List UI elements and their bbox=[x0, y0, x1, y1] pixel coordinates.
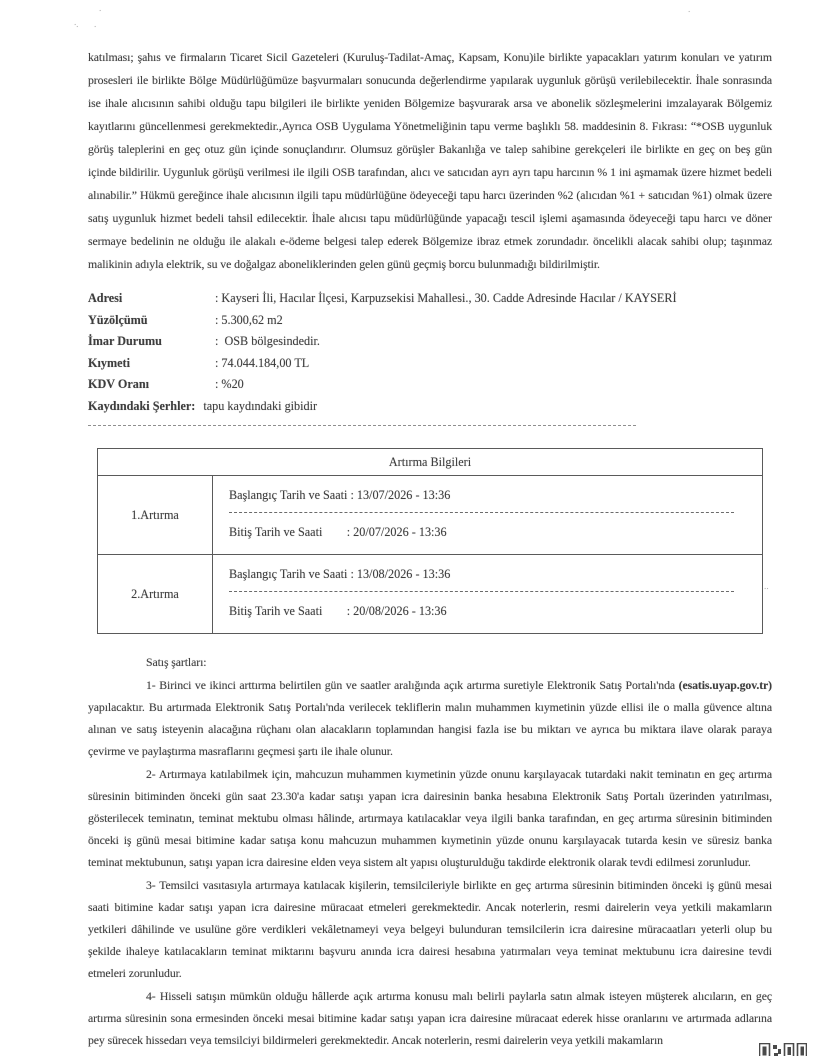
scan-speck: · bbox=[99, 7, 102, 15]
terms-heading: Satış şartları: bbox=[146, 655, 207, 669]
sale-terms-section bbox=[88, 651, 772, 1051]
auction-info-table bbox=[97, 448, 763, 634]
field-row-serhler bbox=[88, 396, 772, 418]
field-row-imar-durumu bbox=[88, 331, 772, 353]
cell-dashed-line bbox=[229, 591, 734, 592]
document-content bbox=[88, 46, 772, 1051]
cell-dashed-line bbox=[229, 512, 734, 513]
field-value: tapu kaydındaki gibidir bbox=[203, 398, 318, 413]
field-value: : %20 bbox=[215, 377, 244, 391]
field-value: : Kayseri İli, Hacılar İlçesi, Karpuzsekisi Mahallesi., 30. Cadde Adresinde Hacılar / KAYSERİ bbox=[215, 291, 677, 305]
property-fields bbox=[88, 288, 772, 417]
scan-speck: · bbox=[94, 23, 97, 31]
field-row-adresi bbox=[88, 288, 772, 310]
term-item-4: 4- Hisseli satışın mümkün olduğu hâllerde açık artırma konusu malı belirli paylarla satın almak isteyen müşterek alıcıların, en geç artırma süresinin sona ermesinden önceki mesai bitimine kadar satışı yapan icra dairesine müracaat ederek hisse oranlarını ve artırmada adlarına pey sürecek hissedarı veya temsilciyi bildirmeleri gerekmektedir. Ancak noterlerin, resmi dairelerin veya yetkili makamların bbox=[88, 989, 772, 1047]
auction-row-1 bbox=[98, 476, 762, 555]
auction-row-2 bbox=[98, 555, 762, 633]
term-item-3: 3- Temsilci vasıtasıyla artırmaya katılacak kişilerin, temsilcileriyle birlikte en geç artırma süresinin bitiminden önceki iş günü mesai saati bitimine kadar satışı yapan icra dairesine müracaat etmeleri gerekmektedir. Ancak noterlerin, resmi dairelerin veya yetkili makamların yetkileri dâhilinde ve usulüne göre verdikleri vekâletnameyi veya belgeyi bulunduran temsilcilerin icra dairesine müracaatları yeterli olup bu şekilde ihaleye katılacakların teminat miktarını başvuru anında icra dairesi hesabına yatırmaları veya teminat mektubunu icra dairesine tevdi etmeleri zorunludur. bbox=[88, 878, 772, 980]
auction-end-datetime: Bitiş Tarih ve Saati : 20/07/2026 - 13:36 bbox=[229, 525, 447, 539]
field-row-kdv-orani bbox=[88, 374, 772, 396]
intro-paragraph: katılması; şahıs ve firmaların Ticaret Sicil Gazeteleri (Kuruluş-Tadilat-Amaç, Kapsam, Konu)ile birlikte yapacakları yatırım konuları ve yatırım prosesleri ile birlikte Bölge Müdürlüğümüze başvurmaları sonucunda değerlendirme yapılarak uygunluk görüşü verilebilecektir. İhale sonrasında ise ihale alıcısının sahibi olduğu tapu bilgileri ile birlikte yeniden Bölgemize başvurarak arsa ve abonelik sözleşmelerini imzalayarak Bölgemiz kayıtlarını güncellenmesi gerekmektedir.,Ayrıca OSB Uygulama Yönetmeliğinin tapu verme başlıklı 58. maddesinin 8. Fıkrası: “*OSB uygunluk görüş taleplerini en geç otuz gün içinde sonuçlandırır. Olumsuz görüşler Bakanlığa ve talep sahibine gerekçeleri ile birlikte en geç on beş gün içinde bildirilir. Uygunluk görüşü verilmesi ile ilgili OSB tarafından, alıcı ve satıcıdan ayrı ayrı tapu harcının % 1 ini aşmamak üzere hizmet bedeli alınabilir.” Hükmü gereğince ihale alıcısının ilgili tapu müdürlüğüne ödeyeceği tapu harcı üzerinden %2 (alıcıdan %1 + satıcıdan %1) olmak üzere satış uygunluk hizmet bedeli tahsil edilecektir. İhale alıcısı tapu müdürlüğünde yapacağı tescil işlemi aşamasında ödeyeceği tapu harcı ve döner sermaye bedelinin ne olduğu ile alakalı e-ödeme belgesi talep ederek Bölgemize ibraz etmek zorundadır. öncelikli alacak sahibi olup; taşınmaz malikinin adıyla elektrik, su ve doğalgaz aboneliklerinden gelen günü geçmiş borcu bulunmadığı bildirilmiştir. bbox=[88, 50, 772, 271]
auction-dates-cell bbox=[213, 555, 762, 633]
field-value: : OSB bölgesindedir. bbox=[215, 334, 320, 348]
dashed-separator bbox=[88, 425, 636, 426]
term-1-text: yapılacaktır. Bu artırmada Elektronik Satış Portalı'nda verilecek tekliflerin malın muhammen kıymetinin yüzde ellisi ile o malla güvence altına alınan ve satış isteyenin alacağına rüçhanı olan alacakların toplamından hangisi fazla ise bu miktarı ve ayrıca bu miktara ilave olarak paraya çevirme ve paylaştırma masraflarını geçmesi şartı ile ihale olunur. bbox=[88, 700, 772, 758]
esatis-portal-text: (esatis.uyap.gov.tr) bbox=[678, 678, 772, 692]
field-row-yuzolcumu bbox=[88, 310, 772, 332]
term-item-1 bbox=[88, 674, 772, 762]
auction-round-label: 1.Artırma bbox=[98, 476, 213, 554]
auction-round-label: 2.Artırma bbox=[98, 555, 213, 633]
field-row-kiymeti bbox=[88, 353, 772, 375]
field-label: Kıymeti bbox=[88, 355, 130, 370]
field-label: Adresi bbox=[88, 291, 123, 305]
scan-speck: ·. bbox=[74, 21, 79, 29]
term-item-2: 2- Artırmaya katılabilmek için, mahcuzun muhammen kıymetinin yüzde onunu karşılayacak tutardaki nakit teminatın en geç artırma süresinin bitiminden önceki gün saat 23.30'a kadar satışı yapan icra dairesinin banka hesabına Elektronik Satış Portalı üzerinden yatırılması, gösterilecek teminatın, teminat mektubu olması hâlinde, artırmaya katılacaklar veya ilgili banka tarafından, en geç artırma süresinin bitiminden önceki iş günü mesai bitimine kadar satışa konu mahcuzun muhammen kıymetinin yüzde onunu karşılayacak tutarda kesin ve süresiz banka teminat mektubunun, satışı yapan icra dairesine elden veya sistem alt yapısı oluşturulduğu takdirde elektronik olarak tevdi edilmesi zorunludur. bbox=[88, 767, 772, 869]
field-label: Yüzölçümü bbox=[88, 312, 148, 327]
scan-speck: ·· bbox=[764, 585, 769, 593]
auction-dates-cell bbox=[213, 476, 762, 554]
term-1-text: 1- Birinci ve ikinci arttırma belirtilen gün ve saatler aralığında açık artırma suretiyle Elektronik Satış Portalı'nda bbox=[146, 678, 679, 692]
auction-start-datetime: Başlangıç Tarih ve Saati : 13/07/2026 - 13:36 bbox=[229, 488, 451, 502]
auction-table-title: Artırma Bilgileri bbox=[98, 449, 762, 476]
field-value: : 5.300,62 m2 bbox=[215, 312, 283, 327]
auction-end-datetime: Bitiş Tarih ve Saati : 20/08/2026 - 13:36 bbox=[229, 604, 447, 618]
field-label: KDV Oranı bbox=[88, 377, 150, 391]
field-value: : 74.044.184,00 TL bbox=[215, 355, 310, 370]
auction-start-datetime: Başlangıç Tarih ve Saati : 13/08/2026 - 13:36 bbox=[229, 567, 451, 581]
field-label: Kaydındaki Şerhler: bbox=[88, 398, 196, 413]
scan-speck: · bbox=[688, 8, 691, 16]
qr-code-fragment bbox=[759, 1043, 807, 1056]
field-label: İmar Durumu bbox=[88, 334, 162, 348]
